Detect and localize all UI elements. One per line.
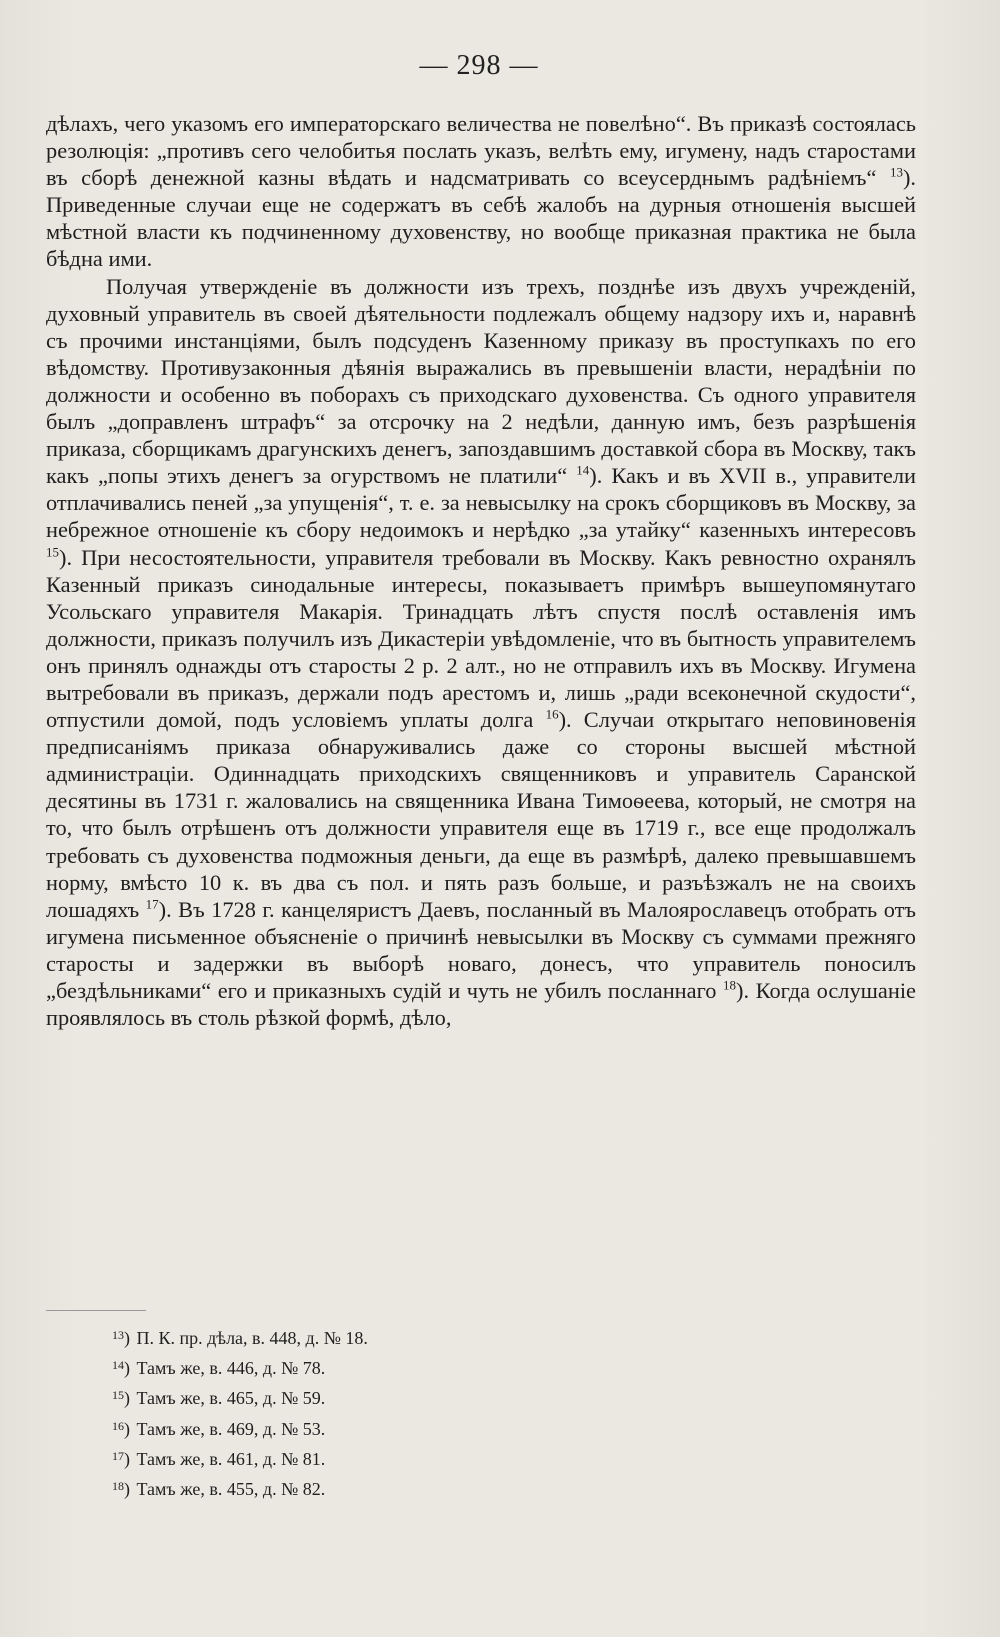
footnote-number: $^{13}$ )	[112, 1328, 130, 1342]
page-number: — 298 —	[419, 50, 539, 81]
footnote-divider	[46, 1310, 146, 1311]
footnote-number: $^{16}$ )	[112, 1419, 130, 1433]
footnote	[112, 1443, 612, 1473]
footnote-number: $^{15}$ )	[112, 1388, 130, 1402]
footnote	[112, 1352, 612, 1382]
footnote-text: Тамъ же, в. 461, д. № 81.	[136, 1448, 326, 1469]
footnote-number: $^{18}$ )	[112, 1479, 130, 1493]
footnote-reference: 13	[889, 164, 903, 180]
footnote-text: П. К. пр. дѣла, в. 448, д. № 18.	[136, 1328, 368, 1348]
footnote-text: Тамъ же, в. 446, д. № 78.	[136, 1358, 326, 1379]
paragraph	[46, 273, 916, 1032]
paragraph-text: ). При несостоятельности, управителя требовали въ Москву. Какъ ревностно охранялъ Казенный приказъ синодальные интересы, показываетъ примѣръ вышеупомянутаго Усольскаго управителя Макарія. Тринадцать лѣтъ спустя послѣ оставленія имъ должности, приказъ получилъ изъ Дикастеріи увѣдомленіе, что въ бытность управителемъ онъ принялъ однажды отъ старосты 2 р. 2 алт., но не отправилъ ихъ въ Москву. Игумена вытребовали въ приказъ, держали подъ арестомъ и, лишь „ради всеконечной скудости“, отпустили домой, подъ условіемъ уплаты долга	[46, 544, 916, 733]
footnote-text: Тамъ же, в. 455, д. № 82.	[136, 1479, 326, 1500]
footnote-reference: 18	[723, 977, 736, 993]
footnote	[112, 1473, 612, 1503]
paragraph-text: дѣлахъ, чего указомъ его императорскаго величества не повелѣно“. Въ приказѣ состоялась резолюція: „противъ сего челобитья послать указъ, велѣть ему, игумену, надъ старостами въ сборѣ денежной казны вѣдать и надсматривать со всеусерднымъ радѣніемъ“	[46, 111, 916, 191]
paragraph-text: ). Когда ослушаніе проявлялось въ столь рѣзкой формѣ, дѣло,	[46, 978, 916, 1031]
paragraph	[46, 110, 916, 273]
footnote	[112, 1382, 612, 1412]
footnote-reference: 14	[576, 462, 590, 478]
paragraph-text: ). Какъ и въ XVII в., управители отплачивались пеней „за упущенія“, т. е. за невысылку на срокъ сборщиковъ въ Москву, за небрежное отношеніе къ сбору недоимокъ и нерѣдко „за утайку“ казенныхъ интересовъ	[46, 463, 916, 543]
footnote	[112, 1322, 612, 1352]
footnote	[112, 1413, 612, 1443]
footnotes	[112, 1322, 612, 1503]
footnote-number: $^{17}$ )	[112, 1449, 130, 1463]
paragraph-text: ). Въ 1728 г. канцеляристъ Даевъ, посланный въ Малоярославецъ отобрать отъ игумена письменное объясненіе о причинѣ невысылки въ Москву съ суммами прежняго старосты и задержки въ выборѣ новаго, донесъ, что управитель поносилъ „бездѣльниками“ его и приказныхъ судій и чуть не убилъ посланнаго	[46, 896, 916, 1003]
paragraph-text: ). Приведенные случаи еще не содержатъ въ себѣ жалобъ на дурныя отношенія высшей мѣстной власти къ подчиненному духовенству, но вообще приказная практика не была бѣдна ими.	[46, 165, 916, 272]
footnote-reference: 17	[145, 896, 159, 912]
footnote-number: $^{14}$ )	[112, 1358, 130, 1372]
body-text	[46, 110, 916, 1031]
footnote-reference: 16	[545, 706, 559, 722]
footnote-text: Тамъ же, в. 469, д. № 53.	[136, 1418, 326, 1439]
paragraph-text: Получая утвержденіе въ должности изъ трехъ, позднѣе изъ двухъ учрежденій, духовный управитель въ своей дѣятельности подлежалъ общему надзору ихъ и, наравнѣ съ прочими инстанціями, былъ подсуденъ Казенному приказу въ проступкахъ по его вѣдомству. Противузаконныя дѣянія выражались въ превышеніи власти, нерадѣніи по должности и особенно въ поборахъ съ приходскаго духовенства. Съ одного управителя былъ „доправленъ штрафъ“ за отсрочку на 2 недѣли, данную имъ, безъ разрѣшенія приказа, сборщикамъ драгунскихъ денегъ, запоздавшимъ доставкой сбора въ Москву, такъ какъ „попы этихъ денегъ за огурствомъ не платили“	[46, 273, 916, 489]
footnote-text: Тамъ же, в. 465, д. № 59.	[136, 1388, 326, 1409]
paragraph-text: ). Случаи открытаго неповиновенія предписаніямъ приказа обнаруживались даже со стороны высшей мѣстной администраціи. Одиннадцать приходскихъ священниковъ и управитель Саранской десятины въ 1731 г. жаловались на священника Ивана Тимоѳеева, который, не смотря на то, что былъ отрѣшенъ отъ должности управителя еще въ 1719 г., все еще продолжалъ требовать съ духовенства подможныя деньги, да еще въ размѣрѣ, далеко превышавшемъ норму, вмѣсто 10 к. въ два съ пол. и пять разъ больше, и разъѣзжалъ не на своихъ лошадяхъ	[46, 707, 916, 922]
footnote-reference: 15	[46, 544, 59, 560]
